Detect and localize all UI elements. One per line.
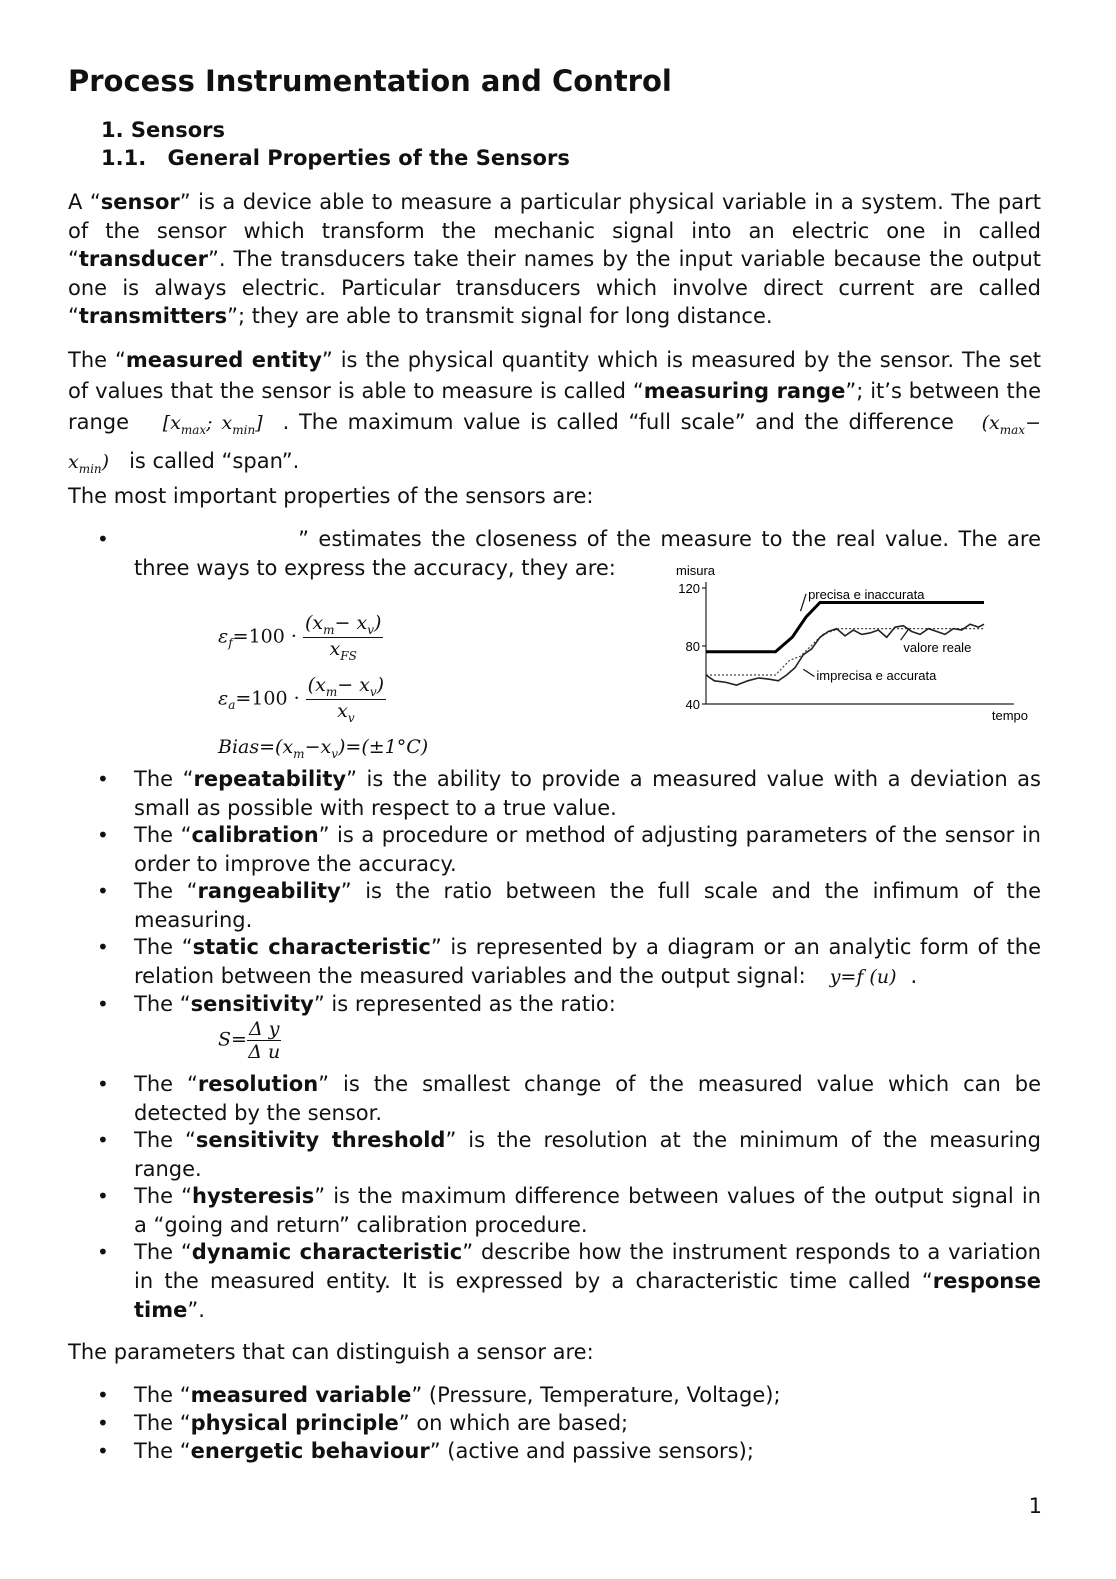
x-axis-label: tempo xyxy=(991,708,1028,723)
fraction: $\frac{(x_m- x_v)}{x_v}$ xyxy=(307,674,385,725)
bullet-marker: • xyxy=(97,767,109,791)
bullet-marker: • xyxy=(97,1411,109,1435)
accuracy-chart xyxy=(672,560,1030,725)
list-item-sensitivity: The “sensitivity” is represented as the ratio: xyxy=(134,992,616,1016)
paragraph-measured-entity: The “measured entity” is the physical quantity which is measured by the sensor. The set of values that the sensor is able to measure is called “measuring range”; it’s between the range [$x_{max}$; $x_{min}$] . The maximum value is called “full scale” and the difference $(x_{max}- x_{min})$ is called “span”. xyxy=(68,348,1041,476)
list-item-static-characteristic: The “static characteristic” is represented by a diagram or an analytic form of the relation between the measured variables and the output signal: y=f (u) . xyxy=(134,935,1041,988)
bullet-marker: • xyxy=(97,1072,109,1096)
bullet-marker: • xyxy=(97,879,109,903)
paragraph-properties-intro: The most important properties of the sensors are: xyxy=(68,484,594,508)
page-number: 1 xyxy=(1028,1494,1042,1518)
formula-relative-error: $\varepsilon_a=100$ · $\frac{(x_m- x_v)}{x_v}$ xyxy=(218,674,385,725)
paragraph-sensor-definition: A “sensor” is a device able to measure a particular physical variable in a system. The part of the sensor which transform the mechanic signal into an electric one in called “transducer”. The transducers take their names by the input variable because the output one is always electric. Particular transducers which involve direct current are called “transmitters”; they are able to transmit signal for long distance. xyxy=(68,190,1042,328)
formula-static-characteristic: y=f (u) xyxy=(829,966,897,988)
accuracy-text: ” estimates the closeness of the measure to the real value. The are three ways to express the accuracy, they are: xyxy=(134,527,1041,580)
list-item-repeatability: The “repeatability” is the ability to provide a measured value with a deviation as small as possible with respect to a true value. xyxy=(134,767,1041,820)
bullet-marker: • xyxy=(97,1439,109,1463)
fraction: $\frac{(x_m- x_v)}{x_{FS}}$ xyxy=(304,612,382,663)
span-formula: $(x_{max}- x_{min})$ xyxy=(68,412,1041,476)
list-item-rangeability: The “rangeability” is the ratio between the full scale and the infimum of the measuring. xyxy=(134,879,1041,932)
paragraph-parameters-intro: The parameters that can distinguish a sensor are: xyxy=(68,1340,594,1364)
bullet-marker: • xyxy=(97,1240,109,1264)
annotation-label: precisa e inaccurata xyxy=(808,586,925,602)
list-item-sensitivity-threshold: The “sensitivity threshold” is the resolution at the minimum of the measuring range. xyxy=(134,1128,1042,1181)
param-item-energetic-behaviour: The “energetic behaviour” (active and passive sensors); xyxy=(134,1439,754,1463)
page-title: Process Instrumentation and Control xyxy=(68,64,672,98)
list-item-hysteresis: The “hysteresis” is the maximum difference between values of the output signal in a “going and return” calibration procedure. xyxy=(134,1184,1041,1237)
bullet-marker: • xyxy=(97,823,109,847)
y-tick-label: 40 xyxy=(685,697,700,712)
y-tick-label: 80 xyxy=(685,639,700,654)
param-item-physical-principle: The “physical principle” on which are based; xyxy=(134,1411,629,1435)
bullet-marker: • xyxy=(97,1128,109,1152)
list-item-dynamic-characteristic: The “dynamic characteristic” describe how the instrument responds to a variation in the measured entity. It is expressed by a characteristic time called “response time”. xyxy=(134,1240,1041,1322)
section-heading: 1. Sensors xyxy=(101,118,226,142)
annotation-label: imprecisa e accurata xyxy=(816,668,937,683)
bullet-marker: • xyxy=(97,992,109,1016)
subsection-heading xyxy=(101,146,570,170)
formula-relative-fs-error: $\varepsilon_f=100$ · $\frac{(x_m- x_v)}{x_{FS}}$ xyxy=(218,612,382,663)
chart-background xyxy=(672,560,1030,725)
subsection-number: 1.1. xyxy=(101,146,147,170)
formula-bias: $Bias=(x_m-x_v)=(\pm 1^\circ C)$ xyxy=(218,736,429,761)
param-item-measured-variable: The “measured variable” (Pressure, Temperature, Voltage); xyxy=(134,1383,781,1407)
annotation-label: valore reale xyxy=(903,640,972,655)
y-tick-label: 120 xyxy=(678,581,700,596)
formula-sensitivity: S= $\frac{\text{Δ y}}{\text{Δ u}}$ xyxy=(218,1018,281,1063)
bullet-marker: • xyxy=(97,1383,109,1407)
list-item-resolution: The “resolution” is the smallest change of the measured value which can be detected by the sensor. xyxy=(134,1072,1041,1125)
bullet-marker: • xyxy=(97,1184,109,1208)
bullet-marker: • xyxy=(97,527,109,551)
y-axis-label: misura xyxy=(676,563,716,578)
range-formula: [$x_{max}$; $x_{min}$] xyxy=(162,412,263,437)
bullet-marker: • xyxy=(97,935,109,959)
list-item-calibration: The “calibration” is a procedure or method of adjusting parameters of the sensor in order to improve the accuracy. xyxy=(134,823,1041,876)
subsection-title: General Properties of the Sensors xyxy=(167,146,570,170)
